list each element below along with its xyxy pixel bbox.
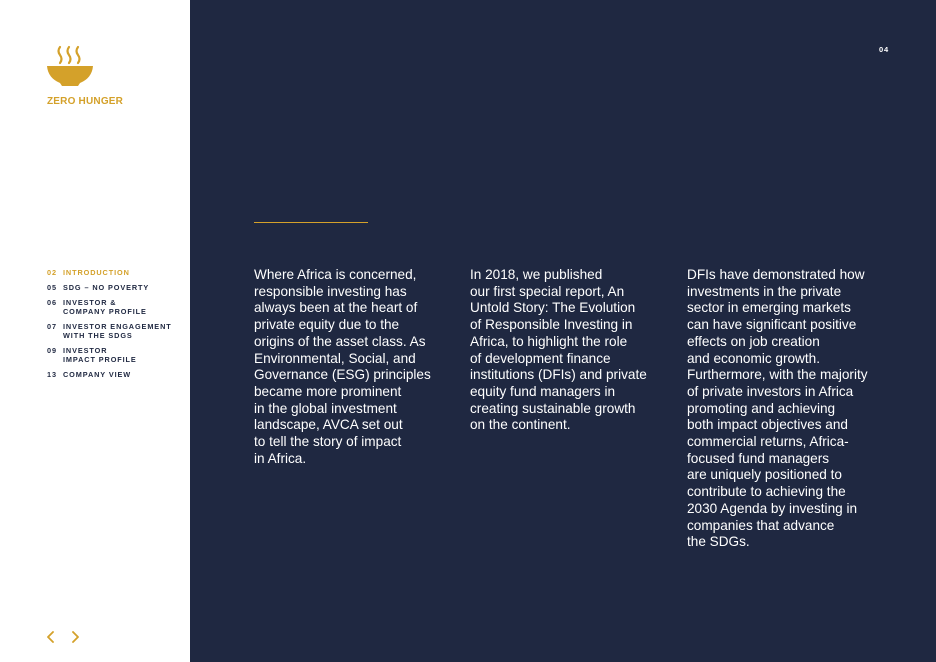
- toc-item-label: INVESTOR IMPACT PROFILE: [63, 346, 137, 364]
- main-content: [190, 0, 936, 662]
- page-navigation: [44, 630, 82, 644]
- toc-item-investor-company-profile[interactable]: [47, 298, 187, 316]
- section-title: ZERO HUNGER: [47, 96, 124, 107]
- toc-item-number: 06: [47, 298, 57, 307]
- page-number: 04: [879, 45, 889, 54]
- toc-item-number: 13: [47, 370, 57, 379]
- toc-item-number: 07: [47, 322, 57, 331]
- table-of-contents: [47, 268, 187, 385]
- text-column-1: Where Africa is concerned, responsible investing has always been at the heart of private equity due to the origins of the asset class. As Environmental, Social, and Governance (ESG) principles became more prominent in the global investment landscape, AVCA set out to tell the story of impact in Africa.: [254, 267, 431, 466]
- toc-item-label: INVESTOR ENGAGEMENT WITH THE SDGS: [63, 322, 172, 340]
- text-column-3: DFIs have demonstrated how investments in the private sector in emerging markets can have significant positive effects on job creation and economic growth. Furthermore, with the majority of private investors in Africa promoting and achieving both impact objectives and commercial returns, Africa- focused fund managers are uniquely positioned to contribute to achieving the 2030 Agenda by investing in companies that advance the SDGs.: [687, 267, 868, 550]
- sidebar: [0, 0, 190, 662]
- soup-bowl-icon: [47, 45, 95, 87]
- accent-divider: [254, 222, 368, 223]
- toc-item-label: SDG – NO POVERTY: [63, 283, 150, 292]
- toc-item-investor-impact-profile[interactable]: [47, 346, 187, 364]
- chevron-left-icon[interactable]: [44, 630, 58, 644]
- toc-item-number: 09: [47, 346, 57, 355]
- toc-item-label: INTRODUCTION: [63, 268, 130, 277]
- toc-item-label: COMPANY VIEW: [63, 370, 132, 379]
- text-column-2: In 2018, we published our first special report, An Untold Story: The Evolution of Responsible Investing in Africa, to highlight the role of development finance institutions (DFIs) and private equity fund managers in creating sustainable growth on the continent.: [470, 267, 647, 433]
- toc-item-company-view[interactable]: [47, 370, 187, 379]
- chevron-right-icon[interactable]: [68, 630, 82, 644]
- toc-item-label: INVESTOR & COMPANY PROFILE: [63, 298, 147, 316]
- toc-item-number: 05: [47, 283, 57, 292]
- toc-item-investor-engagement[interactable]: [47, 322, 187, 340]
- toc-item-sdg-no-poverty[interactable]: [47, 283, 187, 292]
- toc-item-number: 02: [47, 268, 57, 277]
- toc-item-introduction[interactable]: [47, 268, 187, 277]
